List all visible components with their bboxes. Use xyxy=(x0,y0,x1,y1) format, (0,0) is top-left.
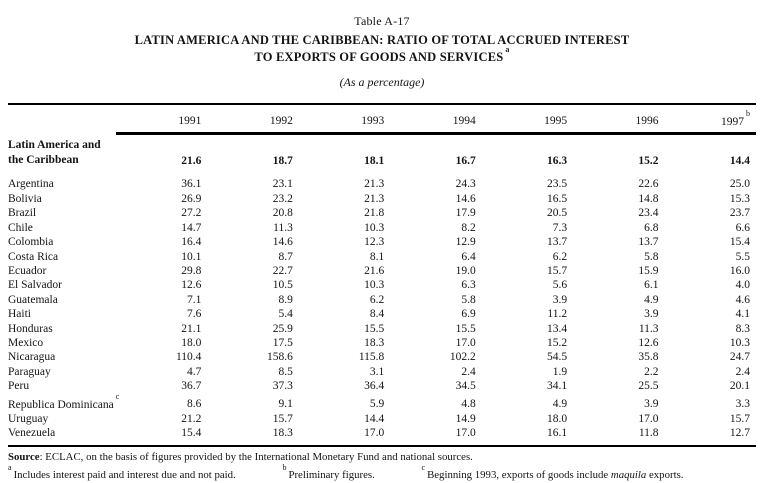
value-cell: 15.7 xyxy=(729,412,750,425)
aggregate-label-line2: the Caribbean xyxy=(8,154,79,167)
row-label: El Salvador xyxy=(8,279,62,292)
value-cell: 8.3 xyxy=(735,322,750,335)
footnote-b xyxy=(282,463,375,482)
value-cell: 22.7 xyxy=(272,264,293,277)
table-caption xyxy=(0,0,764,90)
value-cell: 36.7 xyxy=(181,380,202,393)
value-cell: 27.2 xyxy=(181,207,202,220)
row-label xyxy=(8,391,120,412)
table-row xyxy=(8,365,756,379)
row-label: Paraguay xyxy=(8,365,51,378)
row-label: Bolivia xyxy=(8,192,42,205)
value-cell: 15.4 xyxy=(116,426,207,445)
value-cell: 24.7 xyxy=(729,351,750,364)
value-cell: 7.1 xyxy=(187,293,202,306)
value-cell: 6.9 xyxy=(461,308,476,321)
table-row xyxy=(8,350,756,364)
footnotes-line xyxy=(8,465,764,483)
value-cell: 8.5 xyxy=(278,365,293,378)
table-row xyxy=(8,168,756,191)
value-cell: 17.0 xyxy=(455,336,476,349)
year-label: 1997 xyxy=(721,115,744,128)
value-cell: 18.0 xyxy=(181,336,202,349)
table-number: Table A-17 xyxy=(354,14,410,28)
footnote-b-text: Preliminary figures. xyxy=(288,469,375,482)
value-cell: 14.4 xyxy=(364,412,385,425)
table-subtitle: (As a percentage) xyxy=(339,75,425,90)
value-cell: 8.7 xyxy=(278,250,293,263)
value-cell: 21.6 xyxy=(181,155,202,168)
table-row xyxy=(8,250,756,264)
footnote-a xyxy=(8,463,236,482)
value-cell: 15.7 xyxy=(272,412,293,425)
value-cell: 18.3 xyxy=(364,336,385,349)
value-cell: 35.8 xyxy=(638,351,659,364)
value-cell: 4.7 xyxy=(187,365,202,378)
value-cell: 20.5 xyxy=(546,207,568,220)
value-cell: 15.2 xyxy=(546,336,568,349)
value-cell: 17.5 xyxy=(272,336,293,349)
row-label: Colombia xyxy=(8,236,54,249)
year-header: 1996 xyxy=(573,104,664,133)
value-cell: 34.1 xyxy=(546,380,568,393)
value-cell: 16.4 xyxy=(181,236,202,249)
value-cell: 8.1 xyxy=(369,250,385,263)
value-cell: 7.6 xyxy=(187,308,202,321)
value-cell: 4.9 xyxy=(644,293,659,306)
source-label: Source xyxy=(8,450,40,463)
value-cell: 25.5 xyxy=(638,380,659,393)
value-cell: 5.8 xyxy=(461,293,476,306)
value-cell: 13.7 xyxy=(638,236,659,249)
value-cell: 115.8 xyxy=(358,351,385,364)
value-cell: 13.7 xyxy=(546,236,568,249)
value-cell: 10.1 xyxy=(181,250,202,263)
value-cell: 10.3 xyxy=(364,279,385,292)
source-line xyxy=(8,451,764,465)
value-cell: 6.4 xyxy=(461,250,476,263)
value-cell: 15.5 xyxy=(364,322,385,335)
footnote-a-text: Includes interest paid and interest due and not paid. xyxy=(13,469,236,482)
value-cell: 8.6 xyxy=(187,398,202,411)
value-cell: 4.1 xyxy=(735,308,750,321)
table-row xyxy=(8,394,756,412)
value-cell: 3.9 xyxy=(644,308,659,321)
aggregate-label-line1: Latin America and xyxy=(8,139,101,152)
value-cell: 2.2 xyxy=(644,365,659,378)
table-row xyxy=(8,264,756,278)
data-table xyxy=(8,103,756,446)
table-row xyxy=(8,426,756,445)
value-cell: 11.8 xyxy=(573,426,664,445)
value-cell: 24.3 xyxy=(455,178,476,191)
value-cell: 4.0 xyxy=(735,279,750,292)
value-cell: 14.8 xyxy=(638,192,659,205)
value-cell: 6.1 xyxy=(644,279,659,292)
value-cell: 5.5 xyxy=(735,250,750,263)
value-cell: 15.9 xyxy=(638,264,659,277)
row-label: Argentina xyxy=(8,178,54,191)
year-header-row xyxy=(8,104,756,133)
table-row xyxy=(8,221,756,235)
value-cell: 102.2 xyxy=(449,351,476,364)
value-cell: 4.8 xyxy=(461,398,476,411)
table-footer xyxy=(8,451,764,483)
footnote-a-marker: a xyxy=(8,463,12,473)
value-cell: 21.2 xyxy=(181,412,202,425)
table-row xyxy=(8,278,756,292)
value-cell: 21.3 xyxy=(364,192,385,205)
value-cell: 13.4 xyxy=(546,322,568,335)
value-cell: 2.4 xyxy=(461,365,476,378)
value-cell: 15.5 xyxy=(455,322,476,335)
value-cell: 23.4 xyxy=(638,207,659,220)
value-cell: 3.9 xyxy=(644,398,659,411)
value-cell: 29.8 xyxy=(181,264,202,277)
table-row xyxy=(8,235,756,249)
row-label: Brazil xyxy=(8,207,37,220)
value-cell: 3.3 xyxy=(735,398,750,411)
aggregate-row xyxy=(8,133,756,168)
value-cell: 110.4 xyxy=(175,351,202,364)
row-label: Venezuela xyxy=(8,426,116,445)
value-cell: 20.1 xyxy=(729,380,750,393)
table-row xyxy=(8,322,756,336)
year-header: 1995 xyxy=(482,104,573,133)
value-cell: 14.6 xyxy=(272,236,293,249)
row-label: Ecuador xyxy=(8,264,47,277)
value-cell: 12.7 xyxy=(665,426,756,445)
value-cell: 158.6 xyxy=(266,351,293,364)
value-cell: 14.9 xyxy=(455,412,476,425)
table-row xyxy=(8,379,756,393)
table-row xyxy=(8,412,756,426)
year-header: 1993 xyxy=(299,104,390,133)
value-cell: 18.0 xyxy=(546,412,568,425)
value-cell: 36.4 xyxy=(364,380,385,393)
footnote-b-marker: b xyxy=(282,463,287,473)
value-cell: 15.7 xyxy=(546,264,568,277)
footnote-c-text-pre: Beginning 1993, exports of goods include xyxy=(427,469,611,482)
row-label: Costa Rica xyxy=(8,250,59,263)
value-cell: 1.9 xyxy=(552,365,568,378)
value-cell: 11.2 xyxy=(547,308,568,321)
row-label: Nicaragua xyxy=(8,351,56,364)
value-cell: 16.7 xyxy=(455,155,476,168)
table-title-line1: LATIN AMERICA AND THE CARIBBEAN: RATIO OF TOTAL ACCRUED INTEREST xyxy=(134,33,630,47)
table-row xyxy=(8,336,756,350)
value-cell: 8.9 xyxy=(278,293,293,306)
value-cell: 12.9 xyxy=(455,236,476,249)
value-cell: 10.3 xyxy=(364,221,385,234)
row-label: Uruguay xyxy=(8,412,49,425)
source-text: : ECLAC, on the basis of figures provided by the International Monetary Fund and national sources. xyxy=(39,450,473,463)
value-cell: 5.9 xyxy=(369,398,385,411)
table-row xyxy=(8,206,756,220)
footnote-marker-b: b xyxy=(746,109,750,119)
table-title xyxy=(0,33,764,64)
row-label: Honduras xyxy=(8,322,53,335)
row-label: Mexico xyxy=(8,336,44,349)
value-cell: 18.7 xyxy=(272,155,293,168)
value-cell: 16.0 xyxy=(729,264,750,277)
value-cell: 17.0 xyxy=(299,426,390,445)
empty-header-cell xyxy=(8,104,116,133)
row-label xyxy=(8,133,116,168)
value-cell: 22.6 xyxy=(638,178,659,191)
value-cell: 9.1 xyxy=(278,398,293,411)
row-label: Peru xyxy=(8,380,30,393)
value-cell: 3.1 xyxy=(369,365,385,378)
value-cell: 14.7 xyxy=(181,221,202,234)
value-cell: 12.3 xyxy=(364,236,385,249)
value-cell: 16.1 xyxy=(482,426,573,445)
value-cell: 4.9 xyxy=(552,398,568,411)
year-header: 1991 xyxy=(116,104,207,133)
value-cell: 6.2 xyxy=(369,293,385,306)
value-cell: 25.9 xyxy=(272,322,293,335)
year-header: 1994 xyxy=(390,104,481,133)
value-cell: 14.4 xyxy=(729,155,750,168)
footnote-c-italic: maquila xyxy=(610,469,647,482)
footnote-c-text-post: exports. xyxy=(646,469,684,482)
value-cell: 10.5 xyxy=(272,279,293,292)
value-cell: 6.2 xyxy=(552,250,568,263)
footnote-marker-c: c xyxy=(115,391,120,401)
value-cell: 21.3 xyxy=(364,178,385,191)
value-cell: 8.2 xyxy=(461,221,476,234)
value-cell: 16.3 xyxy=(546,155,568,168)
row-label: Haiti xyxy=(8,308,31,321)
value-cell: 23.7 xyxy=(729,207,750,220)
value-cell: 3.9 xyxy=(552,293,568,306)
value-cell: 2.4 xyxy=(735,365,750,378)
value-cell: 15.2 xyxy=(638,155,659,168)
value-cell: 34.5 xyxy=(455,380,476,393)
value-cell: 20.8 xyxy=(272,207,293,220)
value-cell: 25.0 xyxy=(729,178,750,191)
footnote-c xyxy=(421,463,684,482)
table-row xyxy=(8,293,756,307)
value-cell: 4.6 xyxy=(735,293,750,306)
table-row xyxy=(8,307,756,321)
value-cell: 10.3 xyxy=(729,336,750,349)
value-cell: 14.6 xyxy=(455,192,476,205)
value-cell: 6.6 xyxy=(735,221,750,234)
value-cell: 11.3 xyxy=(273,221,293,234)
year-header xyxy=(665,104,756,133)
value-cell: 7.3 xyxy=(552,221,568,234)
value-cell: 36.1 xyxy=(181,178,202,191)
value-cell: 12.6 xyxy=(638,336,659,349)
value-cell: 17.0 xyxy=(638,412,659,425)
value-cell: 18.3 xyxy=(207,426,298,445)
row-label-text: Republica Dominicana xyxy=(8,398,114,411)
value-cell: 15.3 xyxy=(729,192,750,205)
value-cell: 5.4 xyxy=(278,308,293,321)
table-row xyxy=(8,192,756,206)
value-cell: 19.0 xyxy=(455,264,476,277)
footnote-marker-a: a xyxy=(505,45,510,54)
value-cell: 54.5 xyxy=(546,351,568,364)
value-cell: 6.8 xyxy=(644,221,659,234)
value-cell: 23.5 xyxy=(546,178,568,191)
year-header: 1992 xyxy=(207,104,298,133)
value-cell: 21.8 xyxy=(364,207,385,220)
value-cell: 37.3 xyxy=(272,380,293,393)
value-cell: 15.4 xyxy=(729,236,750,249)
value-cell: 17.0 xyxy=(390,426,481,445)
value-cell: 5.8 xyxy=(644,250,659,263)
value-cell: 17.9 xyxy=(455,207,476,220)
value-cell: 12.6 xyxy=(181,279,202,292)
table-title-line2: TO EXPORTS OF GOODS AND SERVICES xyxy=(254,50,504,65)
value-cell: 11.3 xyxy=(638,322,659,335)
value-cell: 23.1 xyxy=(272,178,293,191)
value-cell: 21.1 xyxy=(181,322,202,335)
value-cell: 5.6 xyxy=(552,279,568,292)
value-cell: 26.9 xyxy=(181,192,202,205)
value-cell: 18.1 xyxy=(364,155,385,168)
value-cell: 23.2 xyxy=(272,192,293,205)
footnote-c-marker: c xyxy=(421,463,426,473)
value-cell: 16.5 xyxy=(546,192,568,205)
row-label: Guatemala xyxy=(8,293,58,306)
value-cell: 8.4 xyxy=(369,308,385,321)
value-cell: 6.3 xyxy=(461,279,476,292)
value-cell: 21.6 xyxy=(364,264,385,277)
row-label: Chile xyxy=(8,221,33,234)
